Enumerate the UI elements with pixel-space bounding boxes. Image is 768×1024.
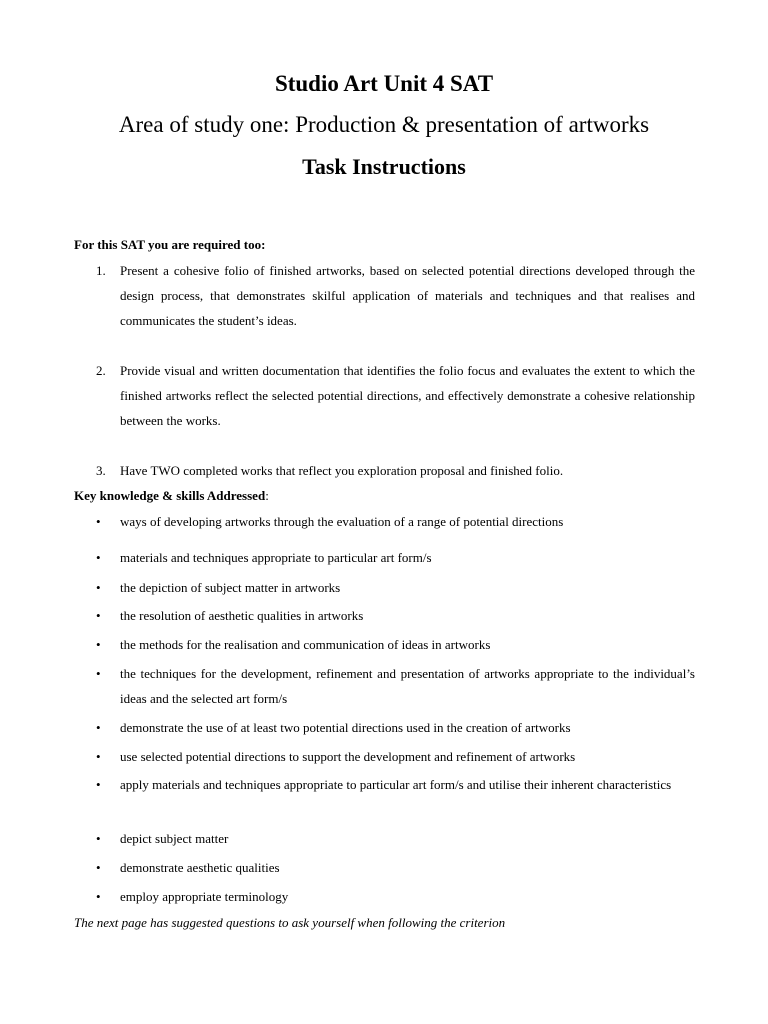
bullet-icon: • [96,666,101,681]
requirement-item-3 [96,458,695,483]
requirement-text: Provide visual and written documentation that identifies the folio focus and evaluates the extent to which the finished artworks reflect the selected potential directions, and effectively demonstrate a cohesive relationship between the works. [120,363,695,428]
requirement-number: 2. [96,363,106,378]
bullet-icon: • [96,637,101,652]
key-knowledge-item [96,715,695,740]
footer-note: The next page has suggested questions to ask yourself when following the criterion [74,915,506,930]
requirement-text: Present a cohesive folio of finished artworks, based on selected potential directions developed through the design process, that demonstrates skilful application of materials and techniques and that realises and communicates the student’s ideas. [120,263,695,328]
bullet-icon: • [96,749,101,764]
bullet-icon: • [96,580,101,595]
key-knowledge-item [96,603,695,628]
key-knowledge-text: use selected potential directions to support the development and refinement of artworks [120,749,576,764]
key-knowledge-text: the depiction of subject matter in artworks [120,580,341,595]
requirement-item-2 [96,358,695,433]
key-knowledge-item [96,744,695,769]
key-knowledge-item [96,545,695,570]
bullet-icon: • [96,608,101,623]
key-knowledge-item [96,661,695,711]
key-knowledge-item [96,826,695,851]
bullet-icon: • [96,831,101,846]
key-knowledge-item [96,575,695,600]
document-title: Studio Art Unit 4 SAT [274,71,494,96]
bullet-icon: • [96,777,101,792]
document-subtitle: Area of study one: Production & presentation of artworks [118,112,650,137]
key-knowledge-item [96,855,695,880]
key-knowledge-text: materials and techniques appropriate to particular art form/s [120,550,432,565]
requirement-number: 1. [96,263,106,278]
key-knowledge-item [96,772,695,797]
requirement-text: Have TWO completed works that reflect you exploration proposal and finished folio. [120,463,564,478]
key-knowledge-item [96,632,695,657]
bullet-icon: • [96,514,101,529]
requirement-number: 3. [96,463,106,478]
key-knowledge-text: depict subject matter [120,831,229,846]
key-knowledge-item [96,884,695,909]
bullet-icon: • [96,889,101,904]
key-knowledge-text: the methods for the realisation and communication of ideas in artworks [120,637,491,652]
key-knowledge-text: ways of developing artworks through the evaluation of a range of potential directions [120,514,564,529]
key-knowledge-text: apply materials and techniques appropriate to particular art form/s and utilise their inherent characteristics [120,777,672,792]
requirement-item-1 [96,258,695,333]
key-knowledge-item [96,509,695,534]
key-knowledge-heading-text: Key knowledge & skills Addressed [74,488,266,503]
key-knowledge-heading [74,487,269,505]
key-knowledge-text: the techniques for the development, refinement and presentation of artworks appropriate to the individual’s ideas and the selected art form/s [120,666,695,706]
requirements-heading: For this SAT you are required too: [74,237,266,252]
bullet-icon: • [96,720,101,735]
key-knowledge-text: the resolution of aesthetic qualities in artworks [120,608,364,623]
bullet-icon: • [96,860,101,875]
key-knowledge-text: demonstrate the use of at least two potential directions used in the creation of artworks [120,720,571,735]
key-knowledge-text: demonstrate aesthetic qualities [120,860,280,875]
key-knowledge-text: employ appropriate terminology [120,889,289,904]
task-title: Task Instructions [302,154,466,179]
key-knowledge-heading-colon: : [265,488,269,503]
bullet-icon: • [96,550,101,565]
